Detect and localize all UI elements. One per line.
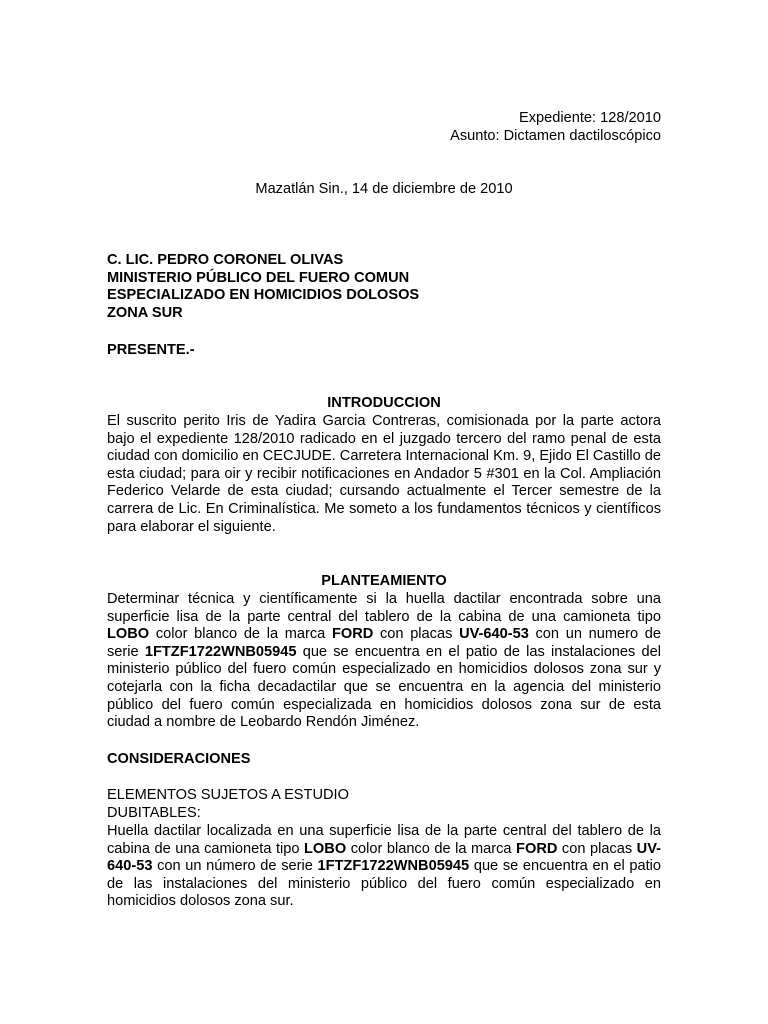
presente-line: PRESENTE.- [107, 342, 195, 358]
planteamiento-text-2: color blanco de la marca [149, 626, 332, 643]
vehicle-serial: 1FTZF1722WNB05945 [144, 643, 297, 660]
vehicle-type: LOBO [107, 626, 150, 643]
dubitables-text-2: color blanco de la marca [346, 840, 517, 857]
expediente-line: Expediente: 128/2010 [518, 110, 661, 126]
asunto-line: Asunto: Dictamen dactiloscópico [450, 128, 661, 144]
consideraciones-heading: CONSIDERACIONES [107, 751, 251, 767]
dubitables-vehicle-serial: 1FTZF1722WNB05945 [317, 858, 470, 875]
introduccion-paragraph: El suscrito perito Iris de Yadira Garcia Contreras, comisionada por la parte actora bajo el expediente 128/2010 radicado en el juzgado tercero del ramo penal de esta ciudad con domicilio en CECJUDE. Carretera Internacional Km. 9, Ejido El Castillo de esta ciudad; para oir y recibir notificaciones en Andador 5 #301 en la Col. Ampliación Federico Velarde de esta ciudad; cursando actualmente el Tercer semestre de la carrera de Lic. En Criminalística. Me someto a los fundamentos técnicos y científicos para elaborar el siguiente. [107, 413, 661, 535]
dubitables-text-5: que se encuentra en el patio de las instalaciones del ministerio público del fuero común especializado en homicidios dolosos zona sur. [107, 858, 661, 910]
dubitables-text-1: Huella dactilar localizada en una superficie lisa de la parte central del tablero de la cabina de una camioneta tipo [107, 823, 661, 857]
planteamiento-text-1: Determinar técnica y científicamente si la huella dactilar encontrada sobre una superficie lisa de la parte central del tablero de la cabina de una camioneta tipo [107, 591, 661, 625]
addressee-zone: ZONA SUR [107, 304, 183, 321]
planteamiento-text-3: con placas [373, 626, 460, 643]
dubitables-vehicle-type: LOBO [304, 840, 347, 857]
addressee-block [107, 252, 661, 322]
planteamiento-text-5: que se encuentra en el patio de las instalaciones del ministerio público del fuero común especializado en homicidios dolosos zona sur y cotejarla con la ficha decadactilar que se encuentra en la agencia del ministerio público del fuero común especializada en homicidios dolosos zona sur de esta ciudad a nombre de Leobardo Rendón Jiménez. [107, 643, 661, 731]
dubitables-text-3: con placas [557, 840, 637, 857]
addressee-name: C. LIC. PEDRO CORONEL OLIVAS [107, 252, 344, 268]
place-date-line: Mazatlán Sin., 14 de diciembre de 2010 [255, 181, 513, 197]
dubitables-subheading: DUBITABLES: [107, 805, 201, 821]
planteamiento-paragraph [107, 591, 661, 732]
dubitables-text-4: con un número de serie [152, 858, 318, 875]
introduccion-heading: INTRODUCCION [327, 395, 441, 411]
dubitables-vehicle-plates: UV-640-53 [107, 840, 661, 875]
elementos-subheading: ELEMENTOS SUJETOS A ESTUDIO [107, 787, 349, 803]
addressee-office: MINISTERIO PÚBLICO DEL FUERO COMUN [107, 269, 410, 286]
dubitables-vehicle-brand: FORD [516, 840, 558, 857]
vehicle-brand: FORD [331, 626, 374, 643]
planteamiento-heading: PLANTEAMIENTO [321, 573, 447, 589]
addressee-specialty: ESPECIALIZADO EN HOMICIDIOS DOLOSOS [107, 287, 420, 304]
planteamiento-text-4: con un numero de serie [107, 626, 661, 660]
vehicle-plates: UV-640-53 [459, 626, 529, 643]
dubitables-paragraph [107, 823, 661, 911]
